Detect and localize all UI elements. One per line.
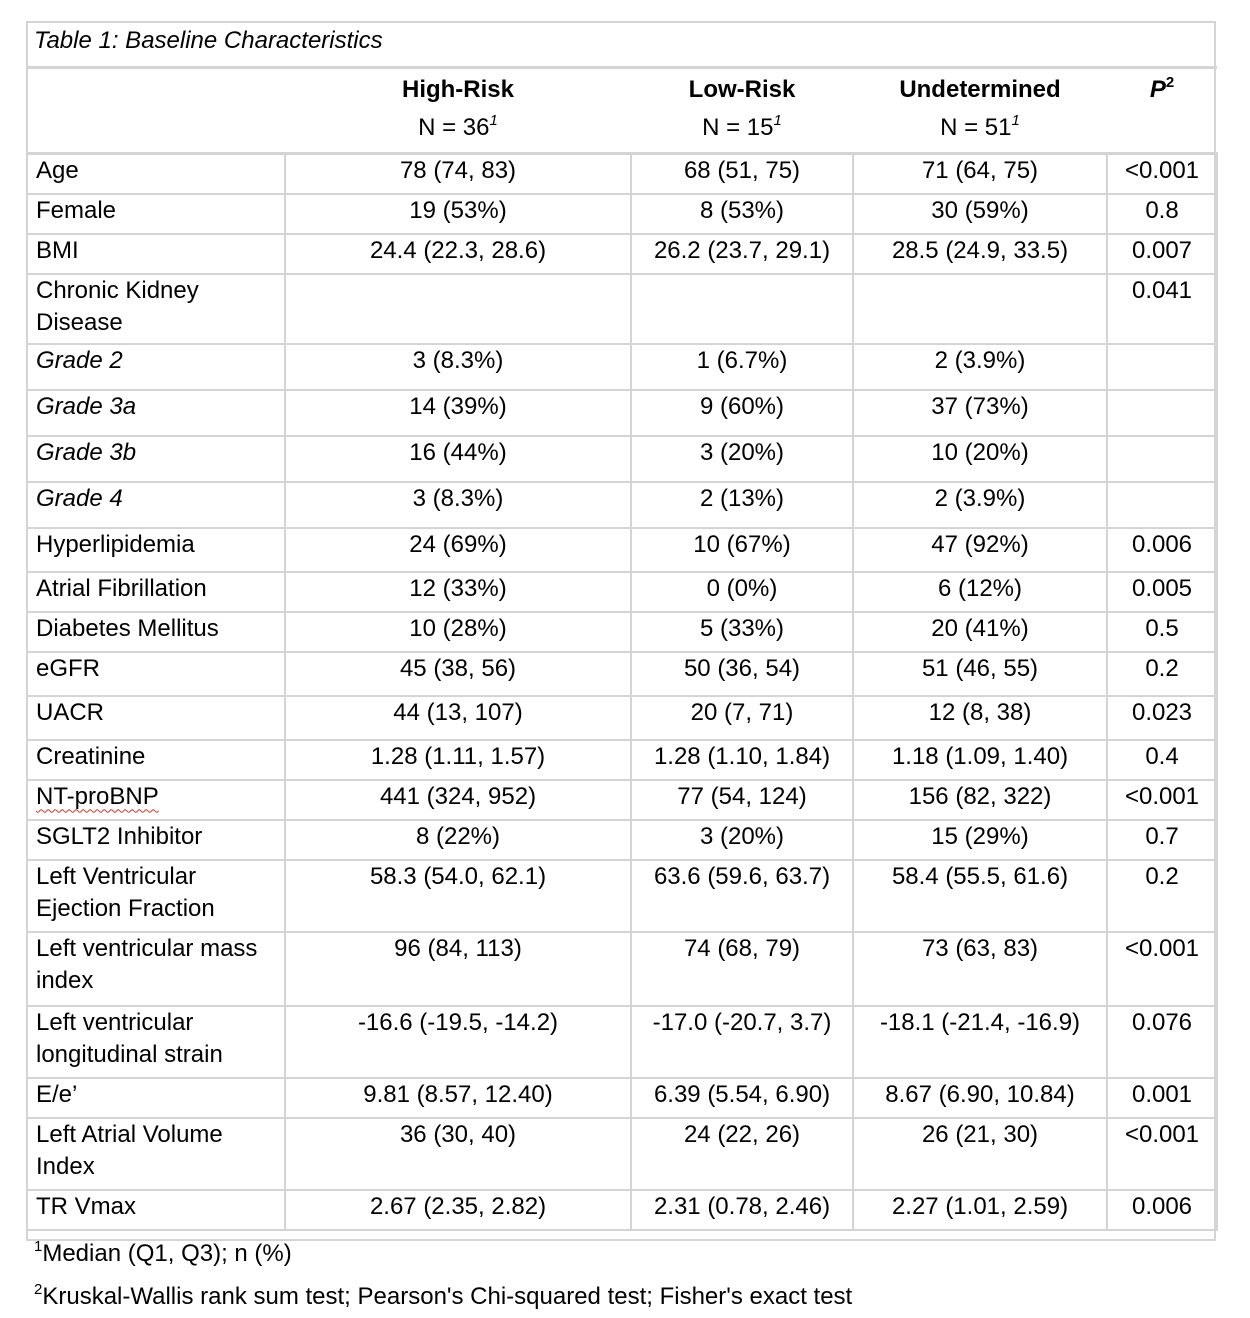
row-label-text: Chronic Kidney Disease [36, 276, 199, 336]
cell-value: 24.4 (22.3, 28.6) [285, 234, 631, 274]
cell-value: 5 (33%) [631, 612, 853, 652]
row-label [27, 390, 285, 436]
row-label-text: Female [36, 196, 117, 224]
cell-value: 71 (64, 75) [853, 154, 1107, 194]
table-row [27, 780, 1217, 820]
cell-value: 12 (33%) [285, 572, 631, 612]
cell-value: 2 (13%) [631, 482, 853, 528]
table-row [27, 652, 1217, 696]
row-label [27, 820, 285, 860]
group-name: High-Risk [401, 76, 514, 103]
row-label-text: Left Atrial Volume Index [36, 1120, 223, 1180]
table-header-row [27, 68, 1217, 154]
row-label-text: TR Vmax [36, 1192, 137, 1220]
p-value [1107, 436, 1217, 482]
p-value: 0.005 [1107, 572, 1217, 612]
footnote-1-text: Median (Q1, Q3); n (%) [42, 1240, 292, 1267]
cell-value [853, 274, 1107, 344]
cell-value: -17.0 (-20.7, 3.7) [631, 1006, 853, 1078]
row-label-text: Hyperlipidemia [36, 530, 195, 558]
cell-value: 44 (13, 107) [285, 696, 631, 740]
table-row [27, 1078, 1217, 1118]
cell-value: 10 (20%) [853, 436, 1107, 482]
cell-value: 78 (74, 83) [285, 154, 631, 194]
row-label-text: Left Ventricular Ejection Fraction [36, 862, 215, 922]
p-value: 0.001 [1107, 1078, 1217, 1118]
footnote-1-mark: 1 [34, 1238, 43, 1255]
row-label [27, 482, 285, 528]
row-label [27, 696, 285, 740]
cell-value: 26.2 (23.7, 29.1) [631, 234, 853, 274]
cell-value: 10 (67%) [631, 528, 853, 572]
column-header [285, 68, 631, 154]
cell-value: 58.4 (55.5, 61.6) [853, 860, 1107, 932]
group-count-text: N = 51 [940, 114, 1012, 141]
footnote-2-text: Kruskal-Wallis rank sum test; Pearson's Chi-squared test; Fisher's exact test [42, 1283, 853, 1310]
cell-value: 15 (29%) [853, 820, 1107, 860]
cell-value: 8 (53%) [631, 194, 853, 234]
row-label-text: eGFR [36, 654, 101, 682]
table-row [27, 572, 1217, 612]
column-header [631, 68, 853, 154]
cell-value: 2 (3.9%) [853, 482, 1107, 528]
footnote-ref: 2 [1165, 74, 1175, 91]
row-label [27, 154, 285, 194]
cell-value: 9.81 (8.57, 12.40) [285, 1078, 631, 1118]
table-row [27, 344, 1217, 390]
table-row [27, 390, 1217, 436]
row-label [27, 740, 285, 780]
cell-value: 20 (7, 71) [631, 696, 853, 740]
cell-value: 8.67 (6.90, 10.84) [853, 1078, 1107, 1118]
cell-value: 1.28 (1.11, 1.57) [285, 740, 631, 780]
cell-value: 16 (44%) [285, 436, 631, 482]
p-value: <0.001 [1107, 932, 1217, 1006]
table-row [27, 1006, 1217, 1078]
p-value: 0.007 [1107, 234, 1217, 274]
cell-value: 6.39 (5.54, 6.90) [631, 1078, 853, 1118]
row-label-text: E/e’ [36, 1080, 78, 1108]
row-label [27, 1006, 285, 1078]
cell-value: 3 (8.3%) [285, 344, 631, 390]
cell-value: 12 (8, 38) [853, 696, 1107, 740]
row-label-text: Diabetes Mellitus [36, 614, 219, 642]
cell-value: 2.31 (0.78, 2.46) [631, 1190, 853, 1230]
cell-value: 63.6 (59.6, 63.7) [631, 860, 853, 932]
row-label-text: BMI [36, 236, 79, 264]
cell-value: 24 (69%) [285, 528, 631, 572]
cell-value: 28.5 (24.9, 33.5) [853, 234, 1107, 274]
p-value: <0.001 [1107, 154, 1217, 194]
row-label-text: UACR [36, 698, 105, 726]
group-count [861, 104, 1099, 142]
p-value-title [1115, 69, 1209, 104]
p-value: 0.2 [1107, 860, 1217, 932]
row-label-text: Age [36, 157, 79, 184]
cell-value: 3 (20%) [631, 820, 853, 860]
table-row [27, 820, 1217, 860]
row-label [27, 528, 285, 572]
cell-value: 30 (59%) [853, 194, 1107, 234]
row-label-text: Grade 4 [36, 484, 123, 512]
cell-value: 441 (324, 952) [285, 780, 631, 820]
cell-value [631, 274, 853, 344]
cell-value: 3 (8.3%) [285, 482, 631, 528]
cell-value: 10 (28%) [285, 612, 631, 652]
cell-value: 73 (63, 83) [853, 932, 1107, 1006]
table-row [27, 696, 1217, 740]
cell-value: 36 (30, 40) [285, 1118, 631, 1190]
header-corner [27, 68, 285, 154]
cell-value: 2 (3.9%) [853, 344, 1107, 390]
p-value: 0.023 [1107, 696, 1217, 740]
cell-value: 50 (36, 54) [631, 652, 853, 696]
cell-value: 3 (20%) [631, 436, 853, 482]
cell-value: 37 (73%) [853, 390, 1107, 436]
table-row [27, 274, 1217, 344]
cell-value: 1.18 (1.09, 1.40) [853, 740, 1107, 780]
table-row [27, 932, 1217, 1006]
cell-value: 77 (54, 124) [631, 780, 853, 820]
cell-value: 2.27 (1.01, 2.59) [853, 1190, 1107, 1230]
table-row [27, 436, 1217, 482]
table-caption: Table 1: Baseline Characteristics [34, 27, 383, 54]
group-count-text: N = 36 [418, 114, 490, 141]
p-value: 0.2 [1107, 652, 1217, 696]
group-count-text: N = 15 [702, 114, 774, 141]
p-value [1107, 344, 1217, 390]
cell-value: 9 (60%) [631, 390, 853, 436]
table-row [27, 1118, 1217, 1190]
cell-value [285, 274, 631, 344]
row-label [27, 860, 285, 932]
cell-value: 24 (22, 26) [631, 1118, 853, 1190]
row-label-text: Creatinine [36, 742, 146, 770]
row-label-text: NT-proBNP [36, 782, 159, 810]
row-label [27, 780, 285, 820]
row-label-text: Grade 3b [36, 438, 137, 466]
p-value: 0.8 [1107, 194, 1217, 234]
row-label [27, 1078, 285, 1118]
row-label [27, 1118, 285, 1190]
cell-value: 96 (84, 113) [285, 932, 631, 1006]
table-row [27, 860, 1217, 932]
p-value: <0.001 [1107, 780, 1217, 820]
row-label-text: Atrial Fibrillation [36, 574, 207, 602]
row-label [27, 612, 285, 652]
cell-value: 51 (46, 55) [853, 652, 1107, 696]
footnote-ref: 1 [773, 112, 782, 129]
table-row [27, 154, 1217, 194]
cell-value: 20 (41%) [853, 612, 1107, 652]
p-value [1107, 390, 1217, 436]
table-row [27, 194, 1217, 234]
cell-value: 14 (39%) [285, 390, 631, 436]
footnote-1 [34, 1240, 292, 1268]
p-value: 0.7 [1107, 820, 1217, 860]
row-label [27, 194, 285, 234]
row-label-text: SGLT2 Inhibitor [36, 822, 203, 850]
cell-value: 1 (6.7%) [631, 344, 853, 390]
row-label-text: Grade 2 [36, 346, 123, 374]
p-value: 0.5 [1107, 612, 1217, 652]
row-label-text: Left ventricular mass index [36, 934, 258, 994]
cell-value: 8 (22%) [285, 820, 631, 860]
cell-value: 6 (12%) [853, 572, 1107, 612]
row-label-text: Left ventricular longitudinal strain [36, 1008, 223, 1068]
row-label-text: Grade 3a [36, 392, 137, 420]
row-label [27, 344, 285, 390]
table-row [27, 528, 1217, 572]
cell-value: 58.3 (54.0, 62.1) [285, 860, 631, 932]
p-label: P [1149, 76, 1166, 103]
cell-value: -16.6 (-19.5, -14.2) [285, 1006, 631, 1078]
row-label [27, 932, 285, 1006]
cell-value: 45 (38, 56) [285, 652, 631, 696]
p-value: 0.4 [1107, 740, 1217, 780]
cell-value: 68 (51, 75) [631, 154, 853, 194]
cell-value: 2.67 (2.35, 2.82) [285, 1190, 631, 1230]
table-row [27, 482, 1217, 528]
baseline-characteristics-table [26, 66, 1218, 1231]
cell-value: 0 (0%) [631, 572, 853, 612]
group-name: Undetermined [899, 76, 1061, 103]
p-value [1107, 482, 1217, 528]
p-value: 0.076 [1107, 1006, 1217, 1078]
cell-value: 156 (82, 322) [853, 780, 1107, 820]
table-row [27, 1190, 1217, 1230]
footnote-2 [34, 1283, 852, 1311]
cell-value: 19 (53%) [285, 194, 631, 234]
column-header [853, 68, 1107, 154]
cell-value: 1.28 (1.10, 1.84) [631, 740, 853, 780]
cell-value: 74 (68, 79) [631, 932, 853, 1006]
row-label [27, 572, 285, 612]
p-value: 0.041 [1107, 274, 1217, 344]
row-label [27, 436, 285, 482]
table-row [27, 234, 1217, 274]
group-name: Low-Risk [688, 76, 796, 103]
row-label [27, 1190, 285, 1230]
footnote-ref: 1 [1011, 112, 1020, 129]
p-value: 0.006 [1107, 528, 1217, 572]
group-count [293, 104, 623, 142]
p-value: 0.006 [1107, 1190, 1217, 1230]
p-value: <0.001 [1107, 1118, 1217, 1190]
table-row [27, 740, 1217, 780]
group-count [639, 104, 845, 142]
row-label [27, 274, 285, 344]
cell-value: -18.1 (-21.4, -16.9) [853, 1006, 1107, 1078]
p-value-header [1107, 68, 1217, 154]
row-label [27, 234, 285, 274]
footnote-ref: 1 [489, 112, 498, 129]
table-row [27, 612, 1217, 652]
footnote-2-mark: 2 [34, 1281, 43, 1298]
row-label [27, 652, 285, 696]
cell-value: 47 (92%) [853, 528, 1107, 572]
cell-value: 26 (21, 30) [853, 1118, 1107, 1190]
